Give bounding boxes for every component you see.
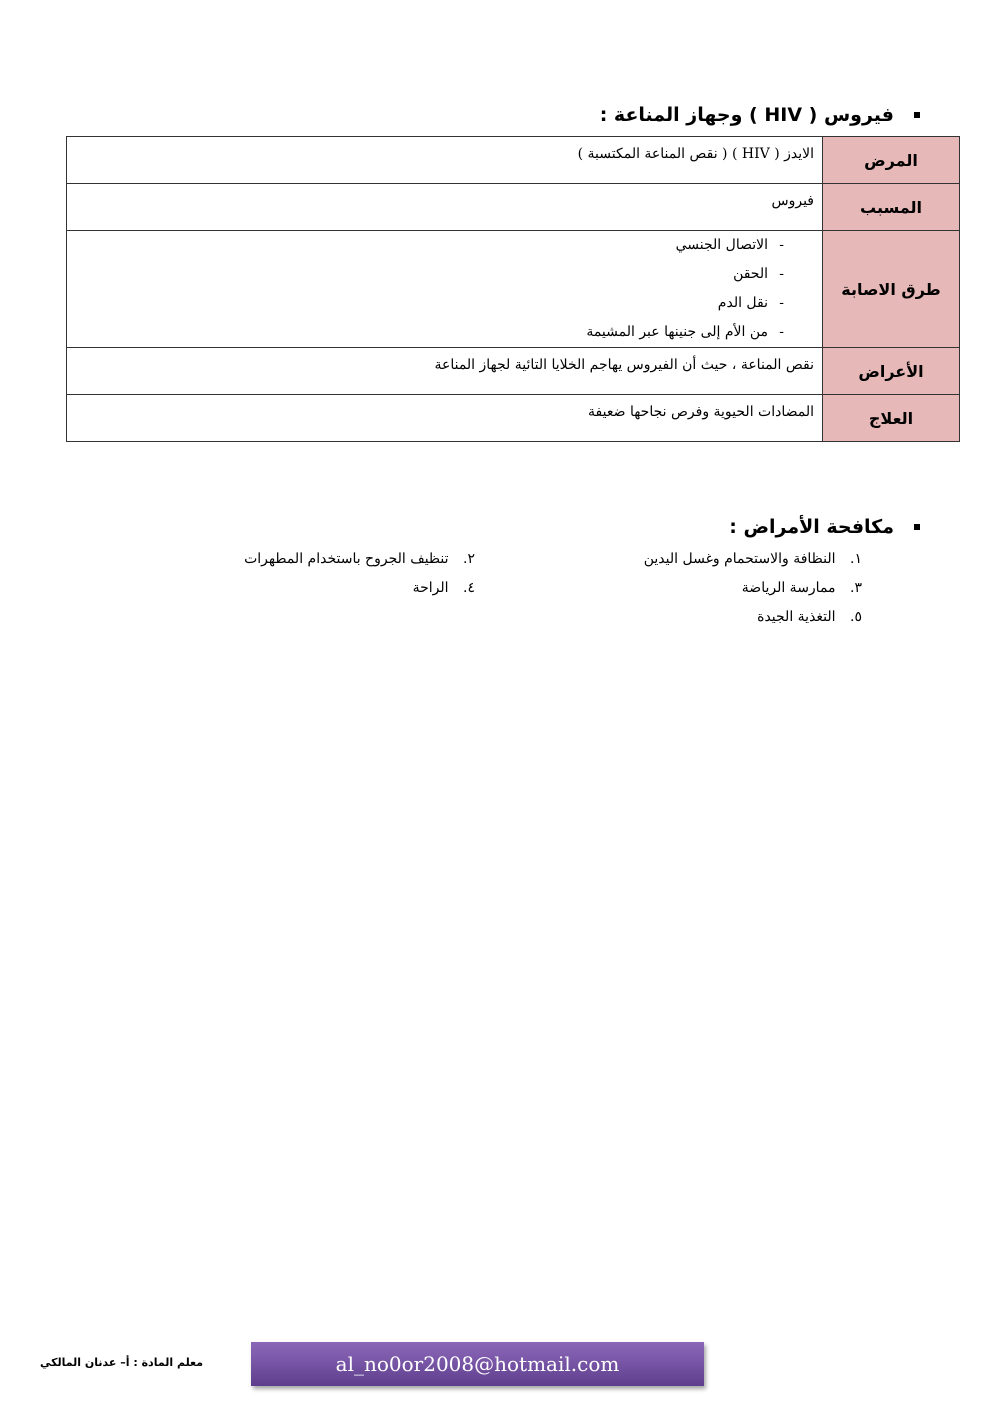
table-row — [67, 395, 960, 442]
square-bullet-icon — [914, 112, 920, 118]
table-row — [67, 348, 960, 395]
list-item — [742, 580, 862, 596]
hiv-section-title: فيروس ( HIV ) وجهاز المناعة : — [599, 104, 894, 126]
row-value-symptoms: نقص المناعة ، حيث أن الفيروس يهاجم الخلايا التائية لجهاز المناعة — [67, 348, 823, 395]
list-item — [244, 551, 475, 567]
row-label-symptoms: الأعراض — [823, 348, 960, 395]
table-row — [67, 184, 960, 231]
table-row — [67, 231, 960, 348]
hiv-section-heading — [600, 104, 924, 126]
table-row — [67, 137, 960, 184]
list-item: - الاتصال الجنسي — [75, 231, 768, 260]
item-text: النظافة والاستحمام وغسل اليدين — [643, 551, 836, 567]
row-value-treatment: المضادات الحيوية وفرص نجاحها ضعيفة — [67, 395, 823, 442]
list-item — [413, 580, 475, 596]
list-item: - الحقن — [75, 260, 768, 289]
item-number: ٣. — [850, 580, 862, 596]
item-number: ٤. — [463, 580, 475, 596]
transmission-list — [75, 231, 814, 347]
square-bullet-icon — [914, 524, 920, 530]
row-value-cause: فيروس — [67, 184, 823, 231]
list-item: - نقل الدم — [75, 289, 768, 318]
control-section-title: مكافحة الأمراض : — [729, 516, 894, 538]
row-label-transmission: طرق الاصابة — [823, 231, 960, 348]
item-text: الراحة — [412, 580, 449, 596]
list-item — [644, 551, 862, 567]
row-value-transmission — [67, 231, 823, 348]
row-label-disease: المرض — [823, 137, 960, 184]
item-number: ٥. — [850, 609, 862, 625]
teacher-credit: معلم المادة : أ– عدنان المالكي — [40, 1356, 204, 1369]
row-label-cause: المسبب — [823, 184, 960, 231]
item-text: التغذية الجيدة — [757, 609, 836, 625]
control-section-heading — [729, 516, 924, 538]
email-banner — [251, 1342, 704, 1386]
item-number: ٢. — [463, 551, 475, 567]
list-item: - من الأم إلى جنينها عبر المشيمة — [75, 318, 768, 347]
item-text: تنظيف الجروح باستخدام المطهرات — [244, 551, 449, 567]
row-value-disease: الايدز ( HIV ) ( نقص المناعة المكتسبة ) — [67, 137, 823, 184]
item-text: ممارسة الرياضة — [741, 580, 836, 596]
email-address: al_no0or2008@hotmail.com — [335, 1352, 620, 1376]
row-label-treatment: العلاج — [823, 395, 960, 442]
list-item — [757, 609, 862, 625]
item-number: ١. — [850, 551, 862, 567]
hiv-info-table — [66, 136, 960, 442]
